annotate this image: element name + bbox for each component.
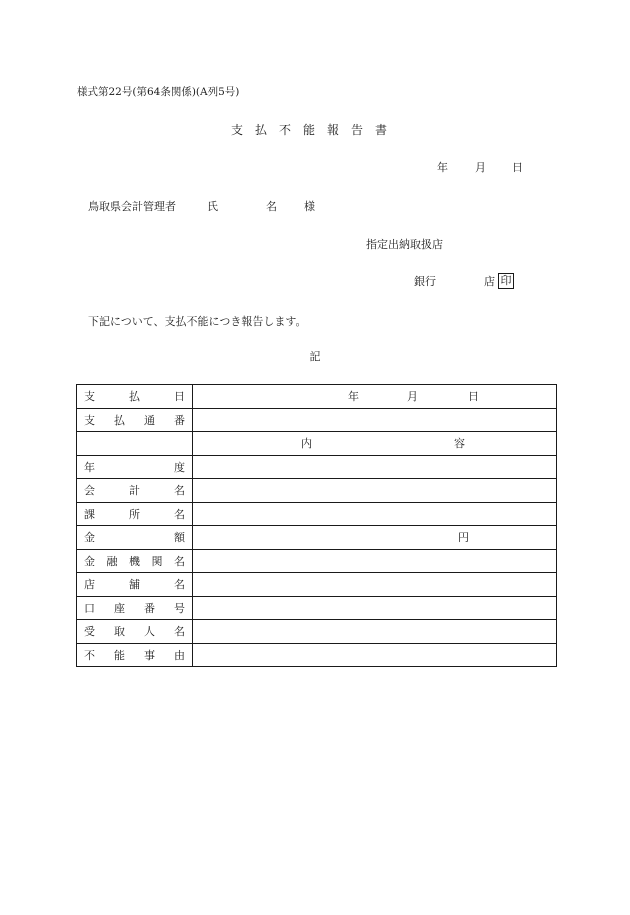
label-fiscal-year: 年 度 <box>84 460 185 474</box>
value-branch[interactable] <box>193 573 557 597</box>
pay-date-month: 月 <box>407 390 418 404</box>
value-reason[interactable] <box>193 643 557 667</box>
addressee-shi: 氏 <box>207 200 218 213</box>
date-day-label: 日 <box>512 161 523 174</box>
row-pay-no <box>77 408 557 432</box>
intro-text: 下記について、支払不能につき報告します。 <box>88 315 307 328</box>
value-pay-no[interactable] <box>193 408 557 432</box>
value-fiscal-year[interactable] <box>193 455 557 479</box>
value-payee[interactable] <box>193 620 557 644</box>
row-branch <box>77 573 557 597</box>
content-header-right: 容 <box>454 437 465 451</box>
value-account[interactable] <box>193 479 557 503</box>
bank-line <box>414 273 514 289</box>
row-section <box>77 502 557 526</box>
addressee-name: 鳥取県会計管理者 <box>88 200 176 213</box>
pay-date-day: 日 <box>468 390 479 404</box>
report-date <box>437 159 523 175</box>
label-institution: 金 融 機 関 名 <box>84 554 185 568</box>
row-content-header <box>77 432 557 456</box>
report-table <box>76 384 557 667</box>
value-section[interactable] <box>193 502 557 526</box>
addressee-mei: 名 <box>266 200 277 213</box>
row-fiscal-year <box>77 455 557 479</box>
row-account <box>77 479 557 503</box>
label-payee: 受 取 人 名 <box>84 625 185 639</box>
value-amount[interactable] <box>193 526 557 550</box>
agent-label: 指定出納取扱店 <box>366 238 443 251</box>
value-account-no[interactable] <box>193 596 557 620</box>
row-payee <box>77 620 557 644</box>
form-number: 様式第22号(第64条関係)(A列5号) <box>77 86 240 98</box>
label-branch: 店 舗 名 <box>84 578 185 592</box>
label-blank <box>77 432 193 456</box>
label-account-no: 口 座 番 号 <box>84 601 185 615</box>
addressee-line <box>88 198 315 214</box>
label-account: 会 計 名 <box>84 484 185 498</box>
value-institution[interactable] <box>193 549 557 573</box>
label-section: 課 所 名 <box>84 507 185 521</box>
content-header-left: 内 <box>301 437 312 451</box>
date-month-label: 月 <box>475 161 486 174</box>
addressee-sama: 様 <box>304 200 315 213</box>
row-reason <box>77 643 557 667</box>
label-amount: 金 額 <box>84 531 185 545</box>
value-pay-date[interactable] <box>193 385 557 409</box>
row-institution <box>77 549 557 573</box>
date-year-label: 年 <box>437 161 448 174</box>
label-reason: 不 能 事 由 <box>84 648 185 662</box>
content-header <box>193 432 557 456</box>
pay-date-year: 年 <box>348 390 359 404</box>
amount-unit: 円 <box>458 531 469 545</box>
branch-label: 店 <box>484 275 495 288</box>
ki-heading: 記 <box>309 350 321 363</box>
row-account-no <box>77 596 557 620</box>
bank-label: 銀行 <box>414 275 436 288</box>
label-pay-date: 支 払 日 <box>84 390 185 404</box>
row-pay-date <box>77 385 557 409</box>
seal-mark: 印 <box>498 273 514 289</box>
label-pay-no: 支 払 通 番 <box>84 413 185 427</box>
document-title: 支払不能報告書 <box>230 123 399 137</box>
row-amount <box>77 526 557 550</box>
